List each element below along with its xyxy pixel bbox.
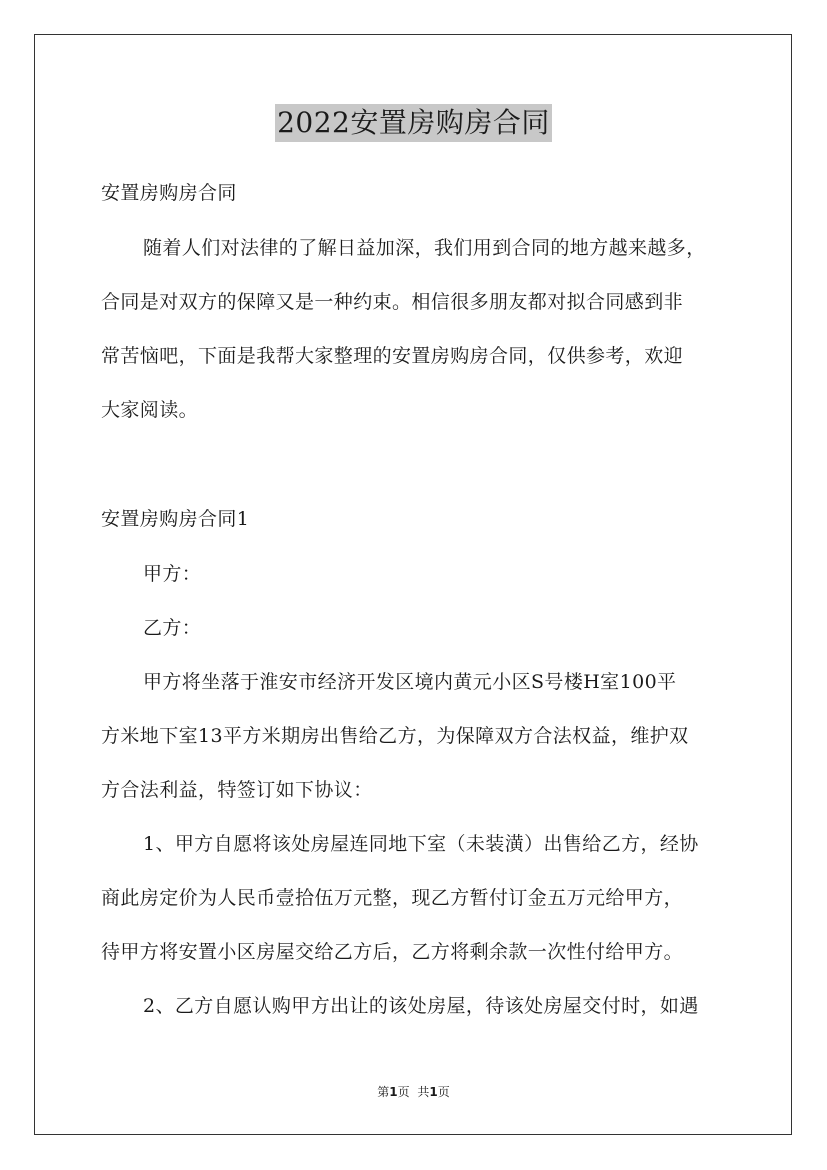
- body-line-5: 商此房定价为人民币壹拾伍万元整，现乙方暂付订金五万元给甲方，: [101, 887, 684, 909]
- total-pages: 1: [429, 1085, 438, 1099]
- total-prefix: 共: [417, 1085, 430, 1099]
- page-footer: [0, 1084, 827, 1100]
- intro-line-4: 大家阅读。: [101, 399, 199, 421]
- body-line-7: 2、乙方自愿认购甲方出让的该处房屋，待该处房屋交付时，如遇: [143, 995, 699, 1017]
- body-line-1: 甲方将坐落于淮安市经济开发区境内黄元小区S号楼H室100平: [143, 671, 677, 693]
- intro-line-1: 随着人们对法律的了解日益加深，我们用到合同的地方越来越多，: [143, 237, 706, 259]
- body-line-4: 1、甲方自愿将该处房屋连同地下室（未装潢）出售给乙方，经协: [143, 833, 699, 855]
- document-subtitle: 安置房购房合同: [101, 182, 237, 204]
- section-heading: 安置房购房合同1: [101, 508, 250, 530]
- title-container: [0, 104, 827, 142]
- document-title: 2022安置房购房合同: [275, 104, 552, 142]
- total-suffix: 页: [437, 1085, 450, 1099]
- intro-line-2: 合同是对双方的保障又是一种约束。相信很多朋友都对拟合同感到非: [101, 291, 684, 313]
- page-number: 1: [389, 1085, 398, 1099]
- body-line-6: 待甲方将安置小区房屋交给乙方后，乙方将剩余款一次性付给甲方。: [101, 941, 684, 963]
- intro-line-3: 常苦恼吧，下面是我帮大家整理的安置房购房合同，仅供参考，欢迎: [101, 345, 684, 367]
- party-a-label: 甲方：: [143, 563, 202, 585]
- page-suffix: 页: [397, 1085, 410, 1099]
- page-prefix: 第: [377, 1085, 390, 1099]
- body-line-3: 方合法利益，特签订如下协议：: [101, 779, 373, 801]
- party-b-label: 乙方：: [143, 617, 202, 639]
- body-line-2: 方米地下室13平方米期房出售给乙方，为保障双方合法权益，维护双: [101, 725, 689, 747]
